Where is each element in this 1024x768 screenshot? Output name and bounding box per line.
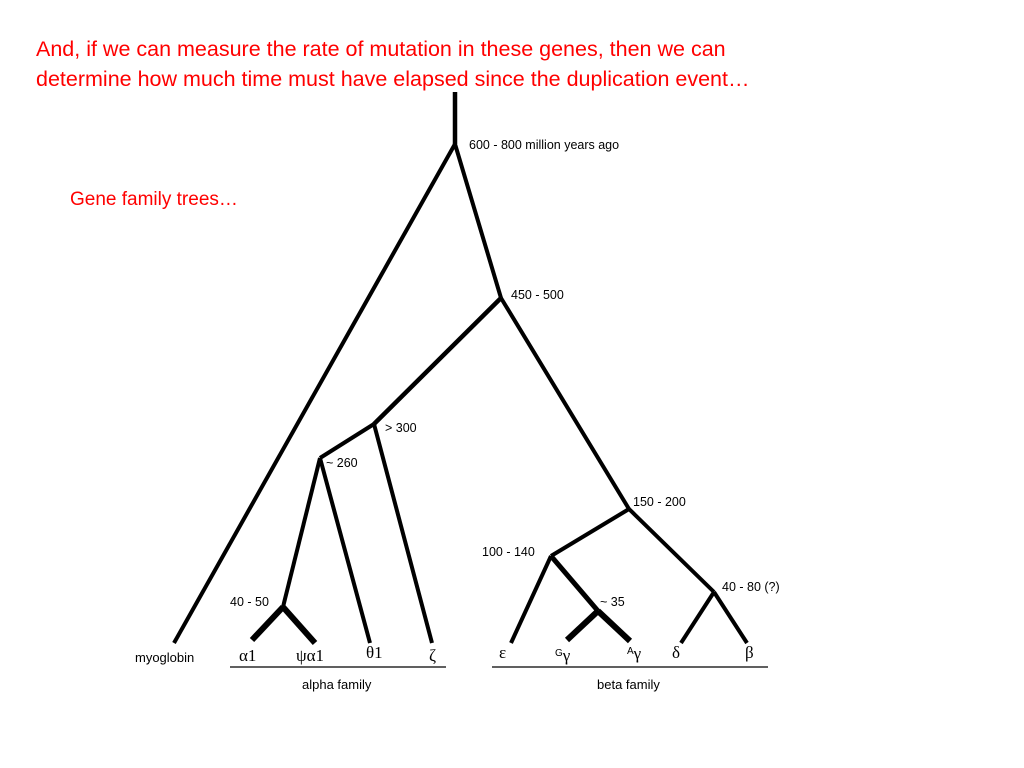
branch-theta1 — [320, 458, 370, 643]
leaf-label-a-gamma — [627, 644, 642, 663]
branch-450-to-300 — [374, 298, 501, 424]
headline-line-1: And, if we can measure the rate of mutation in these genes, then we can — [36, 37, 726, 61]
branch-beta — [714, 592, 747, 643]
branch-g-gamma — [567, 611, 598, 640]
node-label-100-140: 100 - 140 — [482, 545, 535, 559]
branch-260-to-40 — [283, 458, 320, 607]
leaf-label-psi-alpha1: ψα1 — [296, 646, 325, 665]
leaf-label-a-gamma-symbol: γ — [633, 644, 642, 663]
leaf-labels — [135, 643, 754, 665]
branch-alpha1 — [252, 607, 283, 640]
node-label-150-200: 150 - 200 — [633, 495, 686, 509]
beta-family-label: beta family — [597, 677, 660, 692]
leaf-label-delta: δ — [672, 643, 681, 662]
leaf-label-a-gamma-prefix: A — [627, 646, 634, 657]
node-labels — [230, 138, 780, 609]
leaf-label-g-gamma-prefix: G — [555, 648, 563, 659]
node-label-260: ~ 260 — [326, 456, 358, 470]
leaf-label-g-gamma-symbol: γ — [562, 646, 571, 665]
branch-a-gamma — [598, 611, 630, 641]
leaf-label-zeta: ζ — [429, 646, 437, 665]
leaf-label-alpha1: α1 — [239, 646, 257, 665]
branch-root-to-450 — [455, 144, 501, 298]
node-label-40-50: 40 - 50 — [230, 595, 269, 609]
node-label-35: ~ 35 — [600, 595, 625, 609]
leaf-label-epsilon: ε — [499, 643, 507, 662]
headline-line-2: determine how much time must have elapsed since the duplication event… — [36, 67, 750, 91]
branch-epsilon — [511, 556, 551, 643]
leaf-label-g-gamma — [555, 646, 571, 665]
node-label-40-80: 40 - 80 (?) — [722, 580, 780, 594]
branch-300-to-260 — [320, 424, 374, 458]
branch-150-to-100 — [551, 509, 629, 556]
leaf-label-theta1: θ1 — [366, 643, 383, 662]
branch-450-to-150 — [501, 298, 629, 509]
tree-branches — [174, 92, 747, 643]
subtitle: Gene family trees… — [70, 189, 238, 210]
node-label-300: > 300 — [385, 421, 417, 435]
branch-delta — [681, 592, 714, 643]
node-label-450: 450 - 500 — [511, 288, 564, 302]
branch-psi-alpha1 — [283, 607, 315, 643]
alpha-family-label: alpha family — [302, 677, 372, 692]
branch-zeta — [374, 424, 432, 643]
leaf-label-myoglobin: myoglobin — [135, 650, 195, 665]
node-label-root: 600 - 800 million years ago — [469, 138, 620, 152]
branch-100-to-35 — [551, 556, 598, 611]
branch-150-to-40-80 — [629, 509, 714, 592]
leaf-label-beta: β — [745, 643, 754, 662]
